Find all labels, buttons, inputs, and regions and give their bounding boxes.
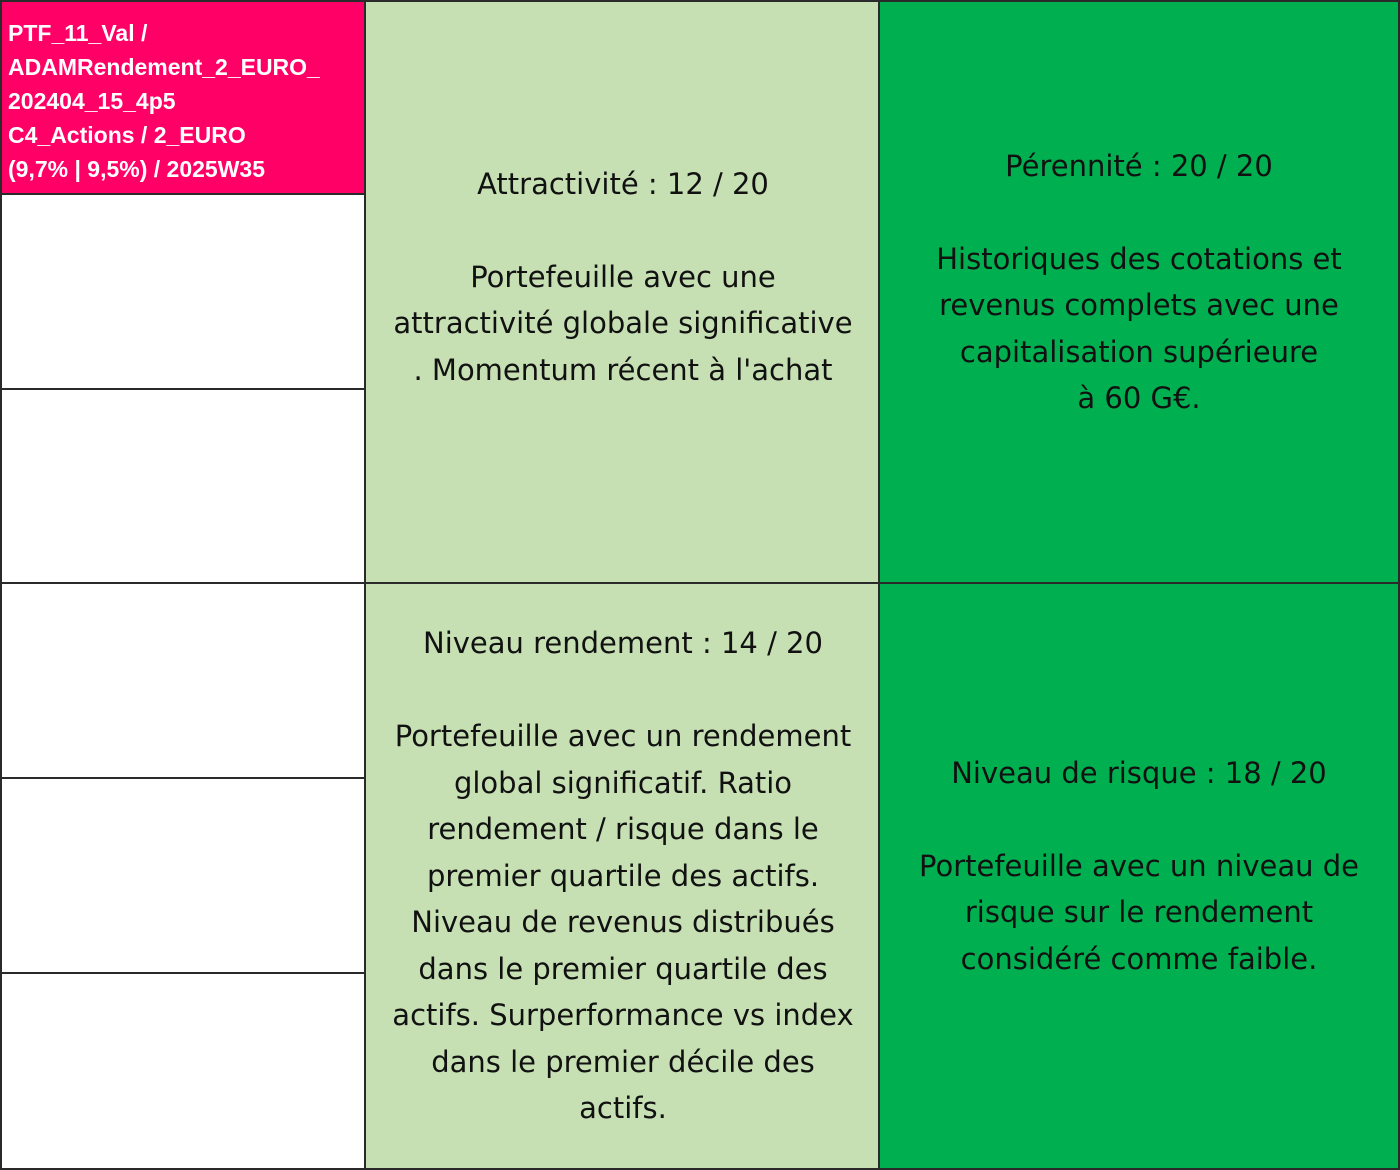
perennite-text-line: Historiques des cotations et <box>936 241 1342 276</box>
attractivite-panel <box>366 0 880 584</box>
risque-text-line: risque sur le rendement <box>964 895 1314 930</box>
left-column-bottom <box>0 584 366 1170</box>
attractivite-heading: Attractivité : 12 / 20 <box>477 166 769 201</box>
portfolio-title-line: (9,7% | 9,5%) / 2025W35 <box>8 156 266 182</box>
left-column-top <box>0 0 366 584</box>
rendement-text-line: global significatif. Ratio <box>453 765 793 800</box>
rendement-text-line: dans le premier quartile des <box>418 951 828 986</box>
empty-cell <box>0 584 364 779</box>
rendement-text-line: rendement / risque dans le <box>427 812 819 847</box>
rendement-heading: Niveau rendement : 14 / 20 <box>423 626 823 661</box>
empty-cell <box>0 974 364 1170</box>
perennite-panel <box>880 0 1400 584</box>
rendement-panel <box>366 584 880 1170</box>
attractivite-text-line: . Momentum récent à l'achat <box>413 352 833 387</box>
risque-text-line: Portefeuille avec un niveau de <box>919 848 1359 883</box>
perennite-text-line: à 60 G€. <box>1077 381 1201 415</box>
rendement-text-line: dans le premier décile des <box>431 1044 815 1079</box>
risque-heading: Niveau de risque : 18 / 20 <box>951 755 1327 790</box>
empty-cell <box>0 195 364 390</box>
attractivite-text-line: Portefeuille avec une <box>470 259 776 294</box>
empty-cell <box>0 390 364 584</box>
perennite-text-line: capitalisation supérieure <box>959 334 1319 369</box>
portfolio-title-line: 202404_15_4p5 <box>8 88 176 114</box>
risque-text-line: considéré comme faible. <box>960 941 1318 976</box>
rendement-text-line: Niveau de revenus distribués <box>411 905 835 940</box>
attractivite-text-line: attractivité globale significative <box>393 306 853 341</box>
portfolio-title-line: C4_Actions / 2_EURO <box>8 122 246 148</box>
risque-panel <box>880 584 1400 1170</box>
portfolio-title-cell <box>0 0 364 195</box>
rendement-text-line: Portefeuille avec un rendement <box>394 719 852 754</box>
rendement-text-line: actifs. Surperformance vs index <box>392 998 854 1033</box>
rendement-text-line: actifs. <box>579 1091 667 1126</box>
perennite-text-line: revenus complets avec une <box>939 288 1339 322</box>
portfolio-title-line: ADAMRendement_2_EURO_ <box>8 54 320 80</box>
empty-cell <box>0 779 364 974</box>
perennite-heading: Pérennité : 20 / 20 <box>1005 148 1273 183</box>
portfolio-title-line: PTF_11_Val / <box>8 20 148 46</box>
rendement-text-line: premier quartile des actifs. <box>426 858 820 893</box>
